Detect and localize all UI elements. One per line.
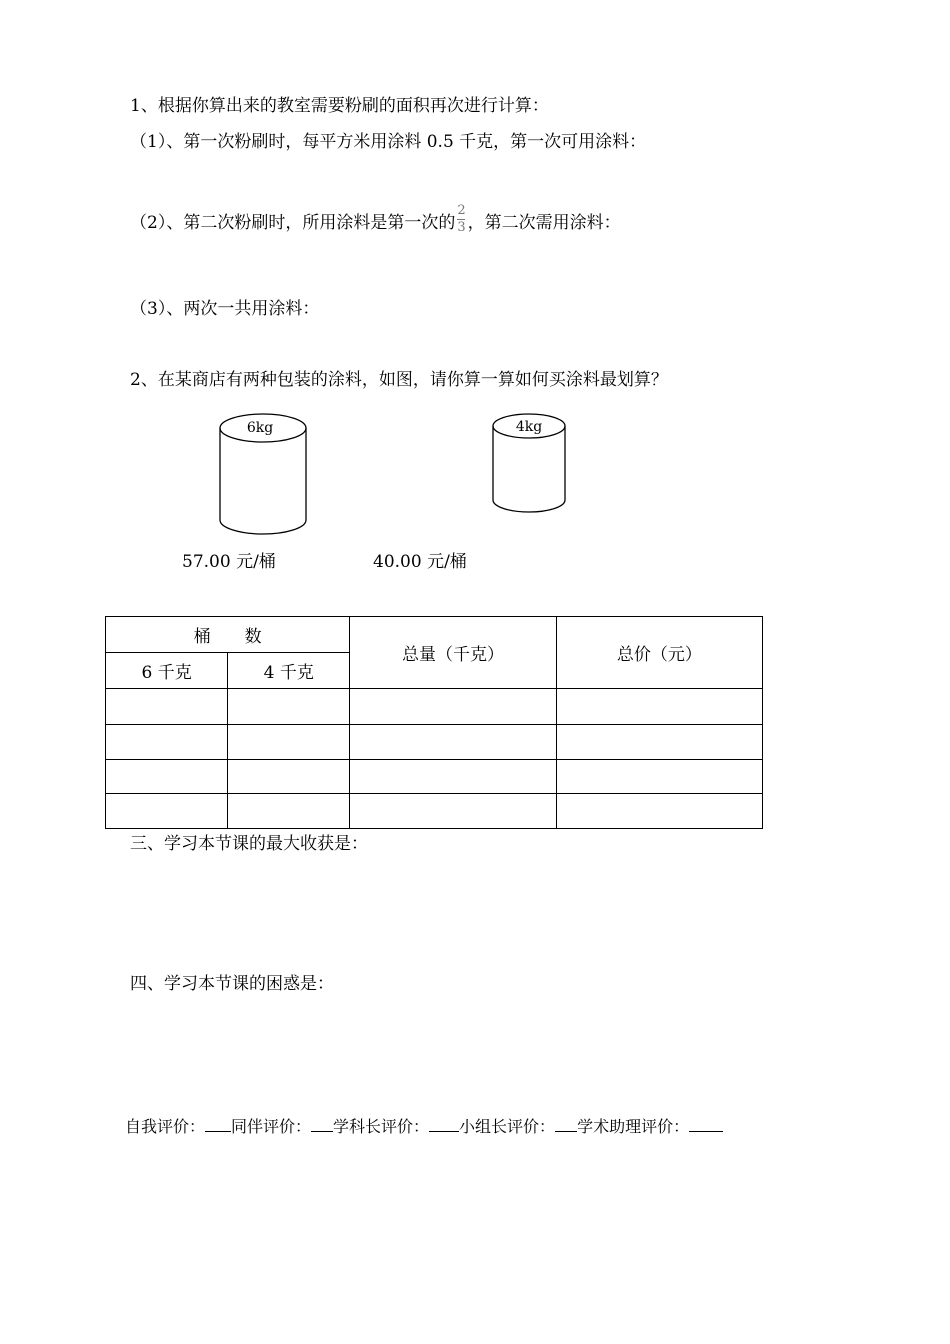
group-leader-evaluation-label: 小组长评价： — [459, 1117, 556, 1136]
table-cell[interactable] — [228, 760, 350, 794]
table-cell[interactable] — [228, 794, 350, 829]
question-2-title: 2、在某商店有两种包装的涂料，如图，请你算一算如何买涂料最划算？ — [130, 370, 668, 390]
assistant-evaluation-blank[interactable] — [689, 1115, 723, 1132]
table-cell[interactable] — [556, 725, 762, 760]
peer-evaluation-blank[interactable] — [311, 1115, 333, 1132]
table-cell[interactable] — [556, 689, 762, 725]
header-total-price: 总价（元） — [556, 617, 762, 689]
part-2-prefix: （2）、第二次粉刷时，所用涂料是第一次的 — [130, 213, 456, 233]
table-row — [106, 689, 763, 725]
table-cell[interactable] — [350, 760, 556, 794]
header-total-quantity: 总量（千克） — [350, 617, 556, 689]
table-row — [106, 760, 763, 794]
large-can-label: 6kg — [246, 420, 274, 436]
table-cell[interactable] — [350, 794, 556, 829]
subheader-6kg: 6 千克 — [106, 653, 228, 689]
subject-leader-evaluation-blank[interactable] — [429, 1115, 459, 1132]
table-cell[interactable] — [556, 760, 762, 794]
question-1-part-1: （1）、第一次粉刷时，每平方米用涂料 0.5 千克，第一次可用涂料： — [130, 132, 647, 152]
self-evaluation-blank[interactable] — [205, 1115, 231, 1132]
question-1-part-3: （3）、两次一共用涂料： — [130, 299, 320, 319]
question-1-title: 1、根据你算出来的教室需要粉刷的面积再次进行计算： — [130, 96, 549, 116]
fraction-numerator: 2 — [457, 203, 466, 218]
section-4-heading: 四、学习本节课的困惑是： — [130, 974, 334, 994]
evaluation-line — [125, 1114, 723, 1137]
peer-evaluation-label: 同伴评价： — [231, 1117, 312, 1136]
question-1-part-2 — [130, 203, 621, 235]
fraction-denominator: 3 — [457, 220, 466, 235]
subject-leader-evaluation-label: 学科长评价： — [333, 1117, 430, 1136]
table-cell[interactable] — [228, 725, 350, 760]
fraction — [457, 204, 465, 235]
table-cell[interactable] — [228, 689, 350, 725]
table-cell[interactable] — [350, 689, 556, 725]
assistant-evaluation-label: 学术助理评价： — [577, 1117, 690, 1136]
group-leader-evaluation-blank[interactable] — [555, 1115, 577, 1132]
paint-purchase-table — [105, 616, 763, 829]
part-2-suffix: ，第二次需用涂料： — [467, 213, 621, 233]
large-can-price: 57.00 元/桶 — [182, 552, 276, 572]
self-evaluation-label: 自我评价： — [125, 1117, 206, 1136]
header-barrel-count: 桶 数 — [106, 617, 350, 653]
table-cell[interactable] — [106, 760, 228, 794]
table-cell[interactable] — [350, 725, 556, 760]
table-cell[interactable] — [106, 725, 228, 760]
table-cell[interactable] — [106, 794, 228, 829]
table-cell[interactable] — [556, 794, 762, 829]
small-can-price: 40.00 元/桶 — [373, 552, 467, 572]
small-can-label: 4kg — [515, 419, 543, 435]
section-3-heading: 三、学习本节课的最大收获是： — [130, 834, 368, 854]
subheader-4kg: 4 千克 — [228, 653, 350, 689]
table-cell[interactable] — [106, 689, 228, 725]
table-row — [106, 725, 763, 760]
table-row — [106, 794, 763, 829]
